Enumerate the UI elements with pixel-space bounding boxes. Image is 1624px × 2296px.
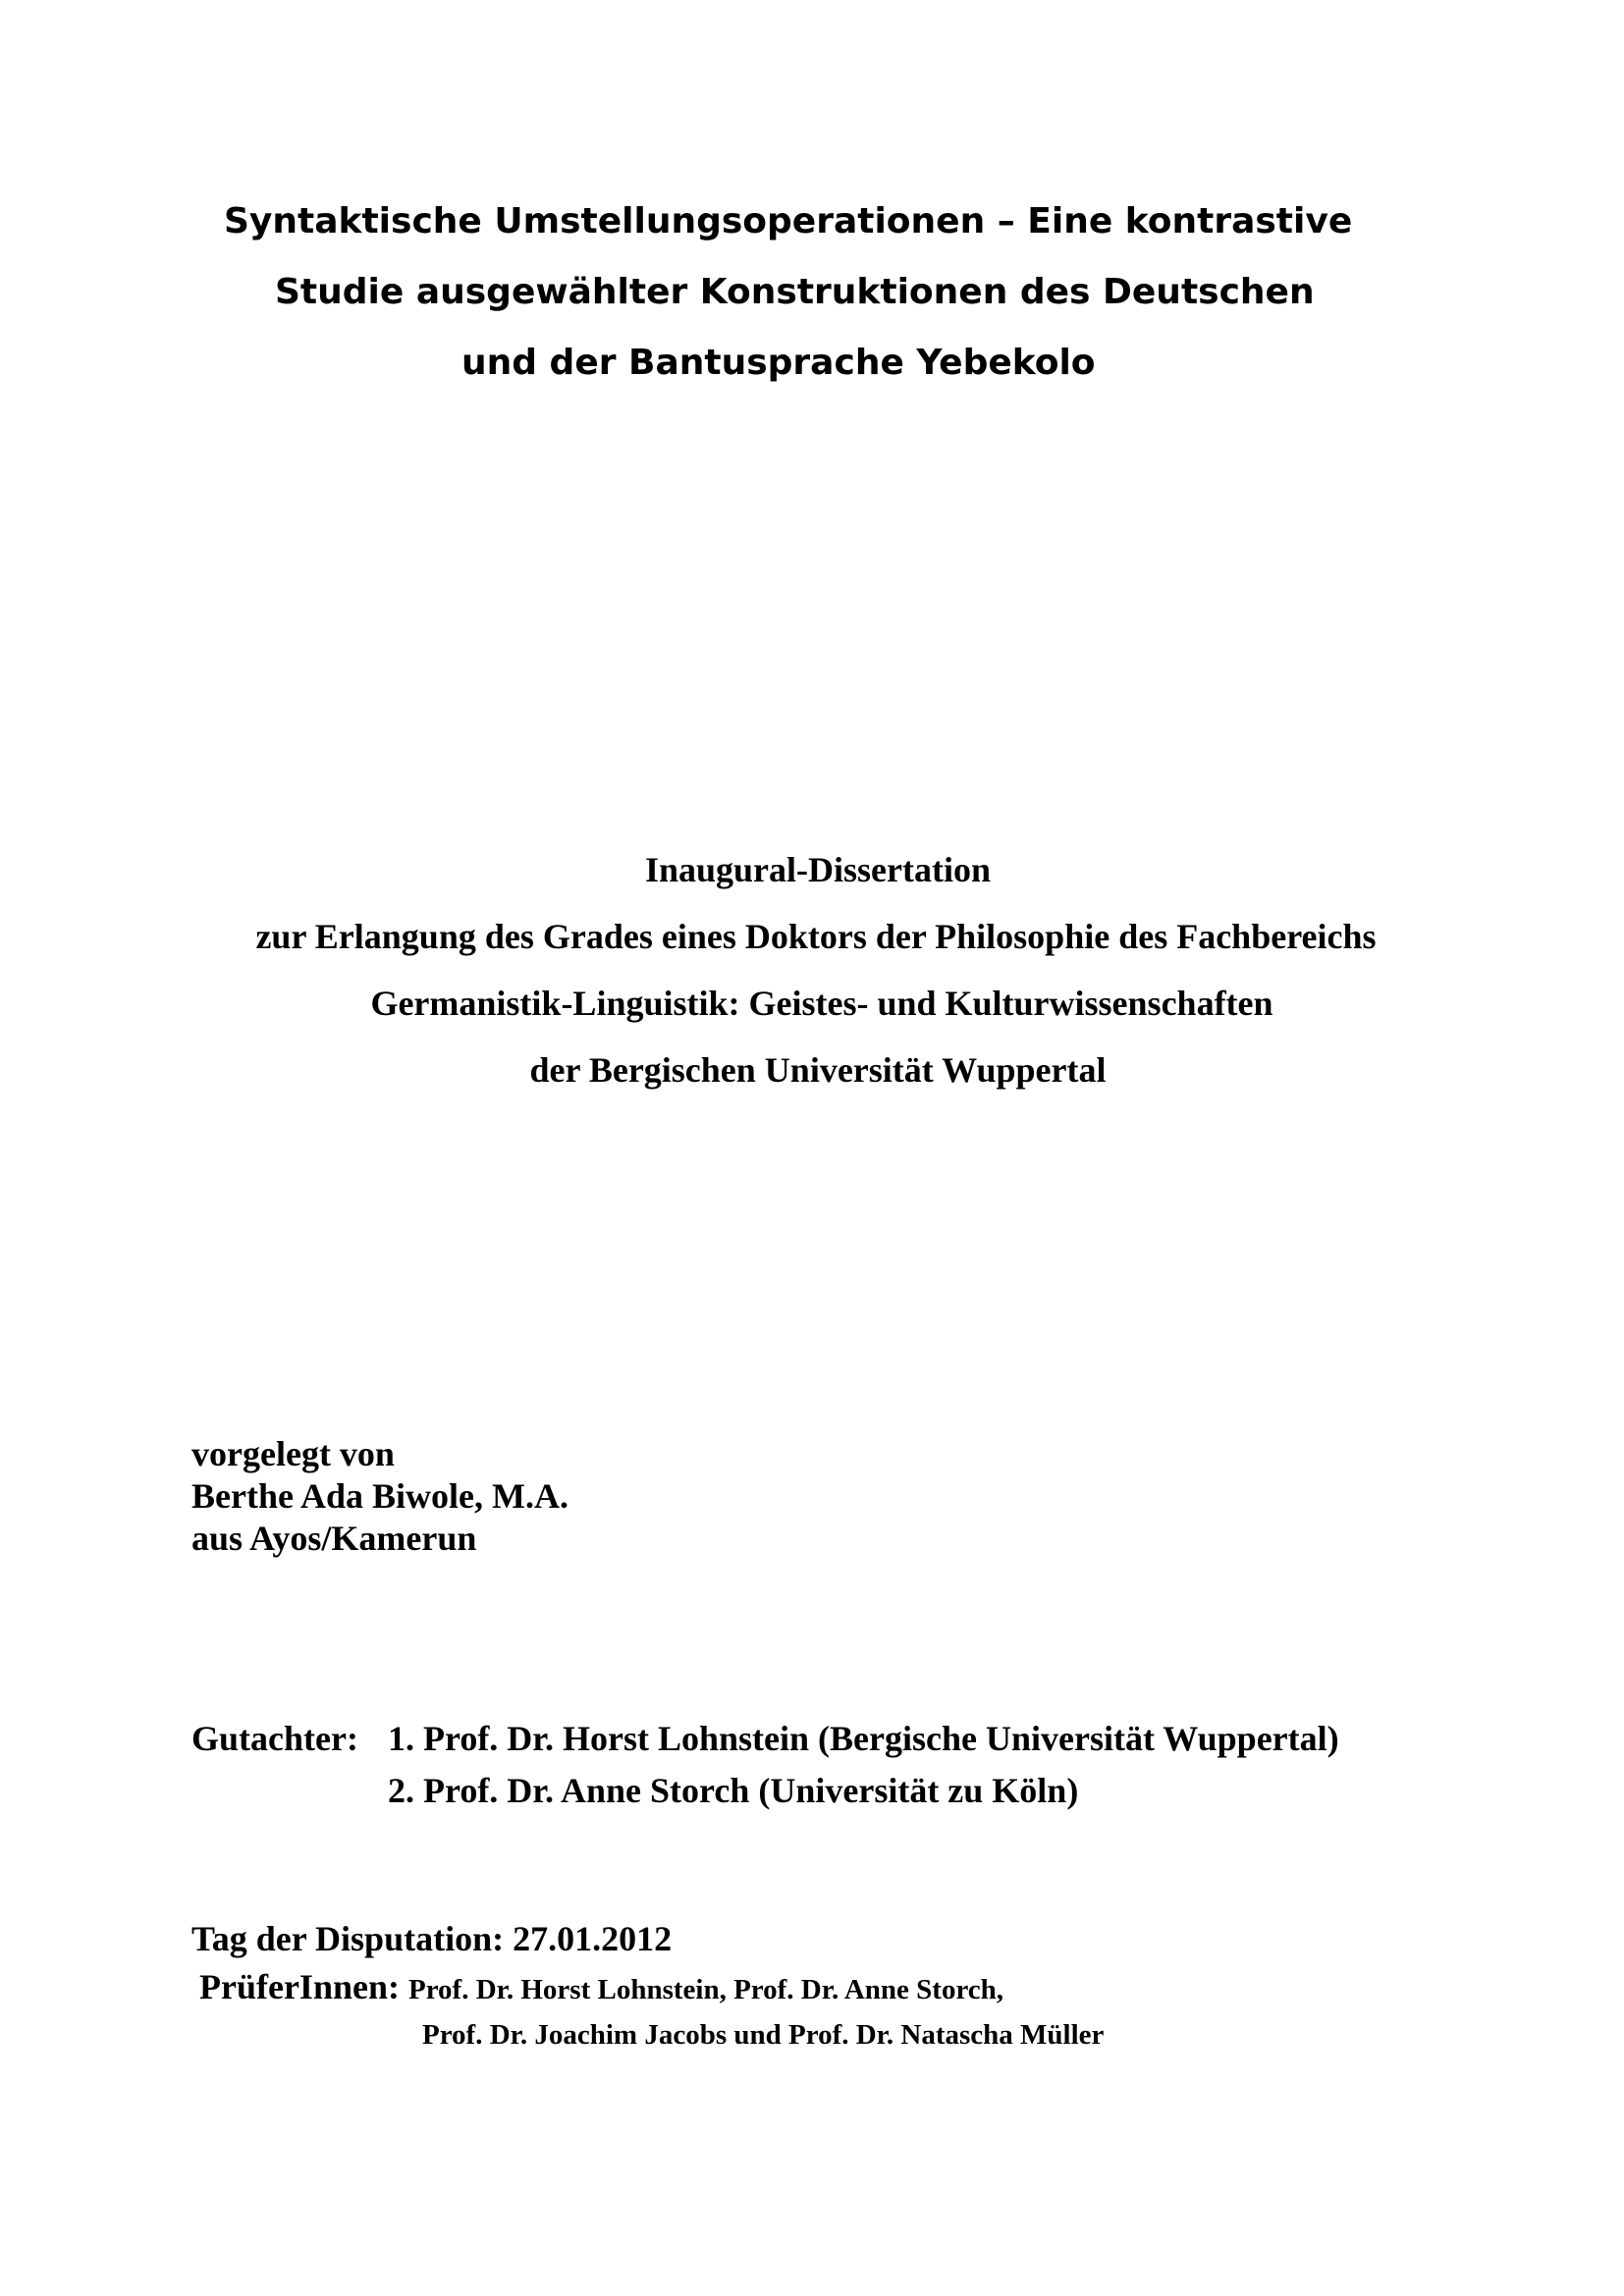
thesis-title: [0, 187, 1624, 399]
reviewers-label: Gutachter:: [191, 1719, 358, 1758]
author-origin: aus Ayos/Kamerun: [191, 1519, 477, 1558]
thesis-title-line-1: Syntaktische Umstellungsoperationen – Eine kontrastive: [224, 201, 1353, 241]
reviewer-row-1: [191, 1713, 1339, 1765]
reviewers-section: [191, 1713, 1339, 1817]
dissertation-heading: Inaugural-Dissertation: [644, 850, 992, 889]
author-name: Berthe Ada Biwole, M.A.: [191, 1476, 568, 1516]
dissertation-line-4: der Bergischen Universität Wuppertal: [529, 1050, 1107, 1090]
author-info: [191, 1433, 568, 1560]
reviewer-indent: [191, 1765, 388, 1817]
examiners-label: PrüferInnen:: [199, 1967, 400, 2006]
examiners-names-2: Prof. Dr. Joachim Jacobs und Prof. Dr. Natascha Müller: [422, 2019, 1105, 2051]
dissertation-line-3: Germanistik-Linguistik: Geistes- und Kulturwissenschaften: [370, 984, 1273, 1023]
reviewer-row-2: [191, 1765, 1339, 1817]
submitted-by-label: vorgelegt von: [191, 1434, 395, 1473]
examiners-line-1: [199, 1963, 1003, 2013]
reviewer-2: 2. Prof. Dr. Anne Storch (Universität zu Köln): [388, 1771, 1079, 1810]
dissertation-line-2: zur Erlangung des Grades eines Doktors der Philosophie des Fachbereichs: [255, 917, 1377, 956]
reviewer-1: 1. Prof. Dr. Horst Lohnstein (Bergische Universität Wuppertal): [388, 1719, 1339, 1758]
disputation-section: [191, 1914, 1105, 2057]
thesis-title-line-3: und der Bantusprache Yebekolo: [461, 343, 1096, 383]
examiners-names-1: Prof. Dr. Horst Lohnstein, Prof. Dr. Anne Storch,: [407, 1974, 1004, 2005]
dissertation-statement: [0, 836, 1624, 1103]
thesis-title-line-2: Studie ausgewählter Konstruktionen des Deutschen: [275, 272, 1315, 312]
disputation-date: Tag der Disputation: 27.01.2012: [191, 1919, 673, 1958]
